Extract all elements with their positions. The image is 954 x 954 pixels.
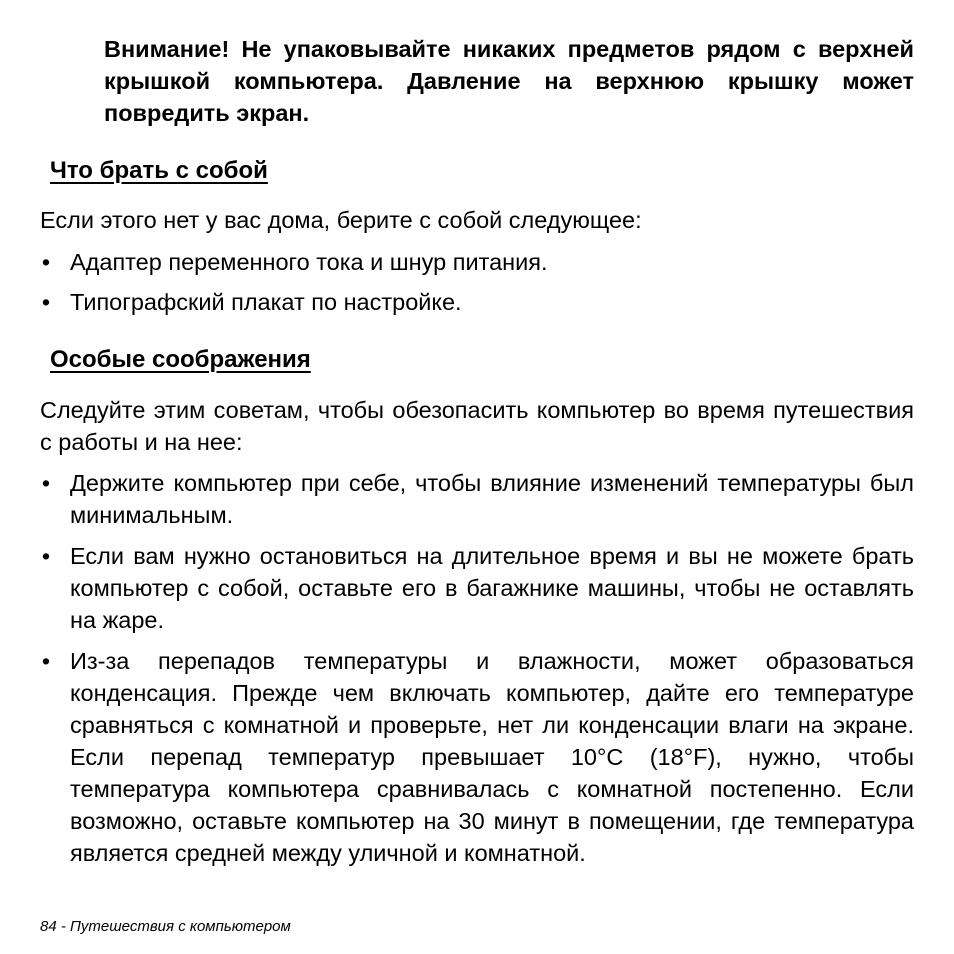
section-heading-special-considerations: Особые соображения (50, 346, 311, 373)
warning-text: Внимание! Не упаковывайте никаких предметов рядом с верхней крышкой компьютера. Давление на верхнюю крышку может повредить экран. (104, 36, 914, 126)
section1-intro: Если этого нет у вас дома, берите с собой следующее: (40, 207, 642, 233)
list-item: • Если вам нужно остановиться на длительное время и вы не можете брать компьютер с собой, оставьте его в багажнике машины, чтобы не оставлять на жаре. (40, 540, 914, 636)
section-heading-what-to-bring: Что брать с собой (50, 157, 268, 184)
section2-intro: Следуйте этим советам, чтобы обезопасить компьютер во время путешествия с работы и на нее: (40, 397, 914, 455)
bullet-icon: • (41, 289, 51, 315)
bullet-icon: • (41, 470, 51, 496)
list-item: • Держите компьютер при себе, чтобы влияние изменений температуры был минимальным. (40, 467, 914, 531)
list-item: • Адаптер переменного тока и шнур питания. (40, 246, 914, 278)
bullet-icon: • (41, 648, 51, 674)
bullet-icon: • (41, 543, 51, 569)
what-to-bring-list (40, 246, 914, 326)
bullet-icon: • (41, 249, 51, 275)
special-considerations-list (40, 467, 914, 878)
list-item: • Из-за перепадов температуры и влажности, может образоваться конденсация. Прежде чем включать компьютер, дайте его температуре сравняться с комнатной и проверьте, нет ли конденсации влаги на экране. Если перепад температур превышает 10°C (18°F), нужно, чтобы температура компьютера сравнивалась с комнатной постепенно. Если возможно, оставьте компьютер на 30 минут в помещении, где температура является средней между уличной и комнатной. (40, 645, 914, 869)
list-item: • Типографский плакат по настройке. (40, 286, 914, 318)
page-footer: 84 - Путешествия с компьютером (40, 918, 291, 935)
